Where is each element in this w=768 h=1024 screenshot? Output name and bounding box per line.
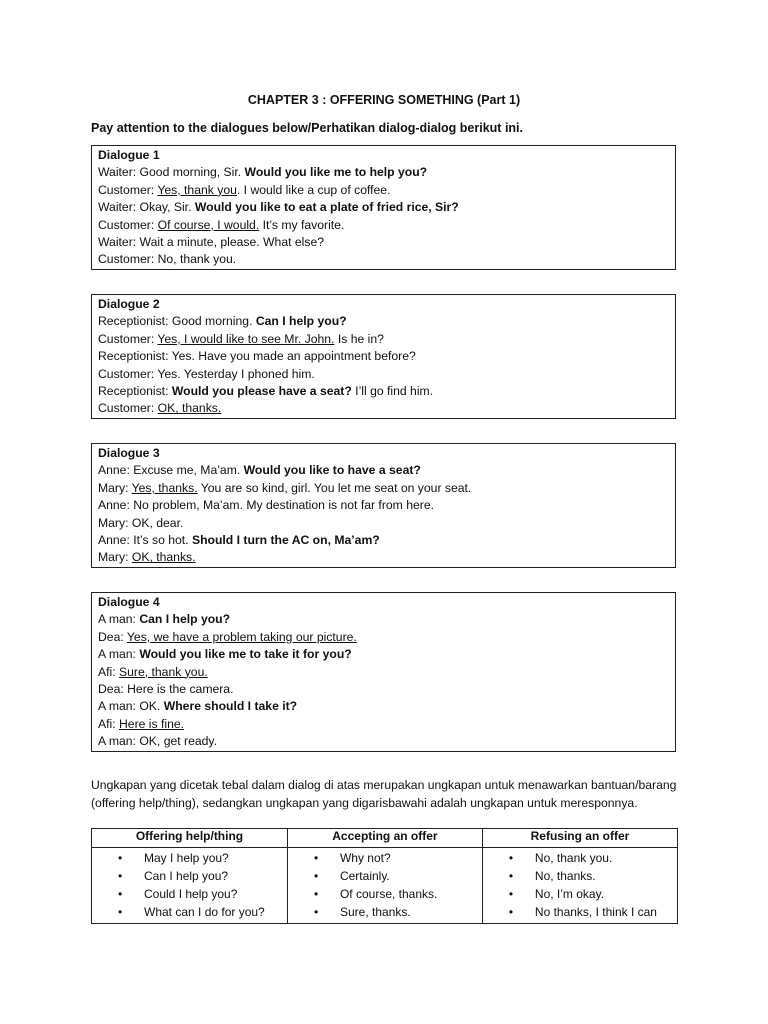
dialogue-line: Customer: Yes, I would like to see Mr. John. Is he in? bbox=[98, 331, 384, 346]
page-title: CHAPTER 3 : OFFERING SOMETHING (Part 1) bbox=[247, 93, 521, 107]
dialogue-box-1 bbox=[91, 145, 676, 270]
dialogue-line: A man: Can I help you? bbox=[98, 612, 231, 627]
dialogue-line: Customer: OK, thanks. bbox=[98, 401, 222, 416]
offering-cell bbox=[92, 848, 288, 924]
dialogue-line: Dea: Here is the camera. bbox=[98, 681, 234, 696]
dialogue-line: Waiter: Good morning, Sir. Would you like me to help you? bbox=[98, 165, 428, 180]
list-item: • No, thanks. bbox=[483, 867, 677, 885]
table-row bbox=[92, 848, 678, 924]
dialogue-line: Receptionist: Good morning. Can I help you? bbox=[98, 314, 347, 329]
list-item: • No, I’m okay. bbox=[483, 885, 677, 903]
header-accepting: Accepting an offer bbox=[287, 829, 482, 848]
dialogue-box-2 bbox=[91, 294, 676, 419]
list-item: • May I help you? bbox=[92, 849, 287, 867]
dialogue-line: Waiter: Wait a minute, please. What else? bbox=[98, 234, 325, 249]
refusing-cell bbox=[482, 848, 677, 924]
dialogue-line: Customer: Yes, thank you. I would like a cup of coffee. bbox=[98, 182, 391, 197]
dialogue-title: Dialogue 2 bbox=[98, 297, 160, 311]
explanation-paragraph: Ungkapan yang dicetak tebal dalam dialog di atas merupakan ungkapan untuk menawarkan bantuan/barang (offering help/thing), sedangkan ungkapan yang digarisbawahi adalah ungkapan untuk meresponnya. bbox=[91, 778, 677, 810]
list-item: • Can I help you? bbox=[92, 867, 287, 885]
dialogue-line: Anne: No problem, Ma’am. My destination is not far from here. bbox=[98, 498, 434, 513]
list-item: • Could I help you? bbox=[92, 885, 287, 903]
dialogue-line: A man: OK, get ready. bbox=[98, 734, 217, 749]
dialogue-line: Anne: Excuse me, Ma’am. Would you like to have a seat? bbox=[98, 463, 421, 478]
list-item: • No, thank you. bbox=[483, 849, 677, 867]
dialogue-line: Dea: Yes, we have a problem taking our picture. bbox=[98, 629, 357, 644]
table-header-row bbox=[92, 829, 678, 848]
dialogue-line: A man: Would you like me to take it for you? bbox=[98, 647, 352, 662]
dialogue-line: Afi: Sure, thank you. bbox=[98, 664, 208, 679]
list-item: • Why not? bbox=[288, 849, 482, 867]
dialogue-line: Customer: No, thank you. bbox=[98, 252, 237, 267]
dialogue-line: Afi: Here is fine. bbox=[98, 716, 185, 731]
dialogue-line: Anne: It’s so hot. Should I turn the AC on, Ma’am? bbox=[98, 532, 380, 547]
dialogue-title: Dialogue 4 bbox=[98, 595, 160, 609]
dialogue-line: Mary: Yes, thanks. You are so kind, girl. You let me seat on your seat. bbox=[98, 480, 472, 495]
list-item: • What can I do for you? bbox=[92, 903, 287, 921]
header-refusing: Refusing an offer bbox=[482, 829, 677, 848]
dialogue-box-4 bbox=[91, 592, 676, 752]
dialogue-line: Receptionist: Would you please have a seat? I’ll go find him. bbox=[98, 383, 434, 398]
list-item: • No thanks, I think I can bbox=[483, 903, 677, 921]
dialogue-box-3 bbox=[91, 443, 676, 568]
instruction-text: Pay attention to the dialogues below/Perhatikan dialog-dialog berikut ini. bbox=[91, 121, 523, 135]
dialogue-line: A man: OK. Where should I take it? bbox=[98, 699, 298, 714]
dialogue-title: Dialogue 1 bbox=[98, 148, 160, 162]
header-offering: Offering help/thing bbox=[92, 829, 288, 848]
list-item: • Certainly. bbox=[288, 867, 482, 885]
dialogue-line: Receptionist: Yes. Have you made an appointment before? bbox=[98, 349, 416, 364]
dialogue-title: Dialogue 3 bbox=[98, 446, 160, 460]
dialogue-line: Mary: OK, dear. bbox=[98, 515, 184, 530]
dialogue-line: Mary: OK, thanks. bbox=[98, 550, 196, 565]
dialogue-line: Waiter: Okay, Sir. Would you like to eat a plate of fried rice, Sir? bbox=[98, 200, 459, 215]
expressions-table bbox=[91, 828, 678, 924]
accepting-cell bbox=[287, 848, 482, 924]
dialogue-line: Customer: Yes. Yesterday I phoned him. bbox=[98, 366, 315, 381]
list-item: • Of course, thanks. bbox=[288, 885, 482, 903]
list-item: • Sure, thanks. bbox=[288, 903, 482, 921]
dialogue-line: Customer: Of course, I would. It’s my favorite. bbox=[98, 217, 345, 232]
